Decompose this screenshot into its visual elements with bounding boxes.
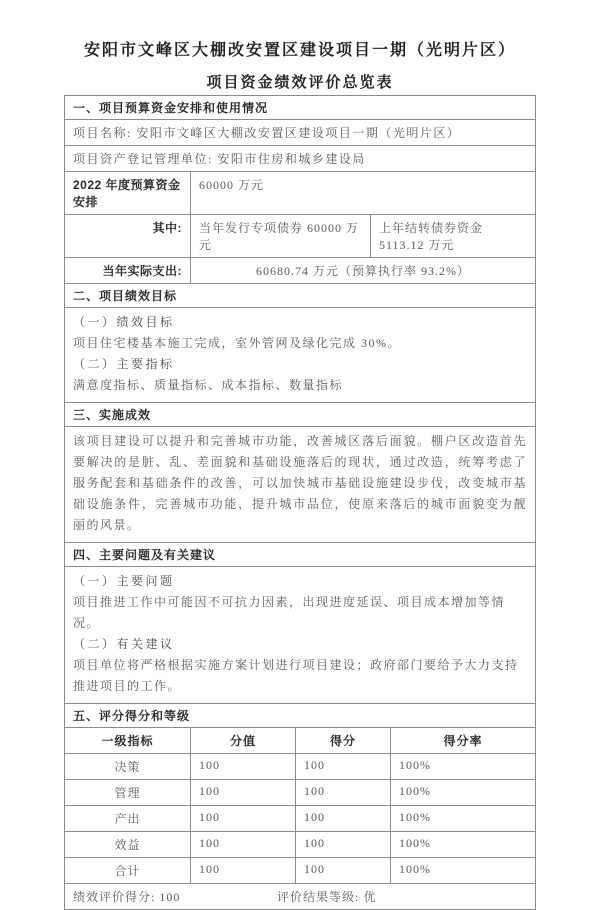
section1-header: 一、项目预算资金安排和使用情况 (65, 96, 535, 120)
problems-subtitle: （一）主要问题 (73, 574, 175, 588)
full-score-value: 100 (191, 806, 296, 831)
section3-header: 三、实施成效 (65, 403, 535, 427)
score-row-benefit (65, 832, 535, 858)
indicator-name: 管理 (65, 780, 191, 805)
actual-expense-label: 当年实际支出: (65, 258, 191, 283)
page-subtitle: 项目资金绩效评价总览表 (206, 74, 394, 91)
actual-expense-value: 60680.74 万元（预算执行率 93.2%） (256, 264, 470, 278)
score-row-decision (65, 754, 535, 780)
budget-label: 2022 年度预算资金安排 (65, 172, 191, 214)
score-table-header-row (65, 728, 535, 754)
section2-header: 二、项目绩效目标 (65, 284, 535, 308)
register-unit-row: 项目资产登记管理单位: 安阳市住房和城乡建设局 (65, 146, 535, 172)
score-footer-row (65, 884, 535, 909)
budget-value: 60000 万元 (199, 178, 265, 192)
score-row-total (65, 858, 535, 884)
actual-expense-row (65, 258, 535, 284)
indicator-name: 效益 (65, 832, 191, 857)
suggestions-text: 项目单位将严格根据实施方案计划进行项目建设；政府部门要给予大力支持推进项目的工作。 (73, 658, 519, 693)
score-value: 100 (296, 754, 391, 779)
including-label: 其中: (65, 215, 191, 257)
indicators-text: 满意度指标、质量指标、成本指标、数量指标 (73, 378, 344, 392)
problems-text: 项目推进工作中可能因不可抗力因素，出现进度延误、项目成本增加等情况。 (73, 595, 506, 630)
section4-content (65, 567, 535, 704)
section2-content (65, 308, 535, 403)
goal-subtitle: （一）绩效目标 (73, 315, 175, 329)
full-score-value: 100 (191, 858, 296, 883)
rate-value: 100% (399, 758, 431, 772)
score-row-management (65, 780, 535, 806)
score-row-output (65, 806, 535, 832)
including-row (65, 215, 535, 258)
score-value: 100 (296, 780, 391, 805)
col-header-rate: 得分率 (443, 734, 483, 748)
section3-content (65, 427, 535, 543)
full-score-value: 100 (191, 780, 296, 805)
summary-table (64, 95, 536, 910)
full-score-value: 100 (191, 754, 296, 779)
col-header-full-score: 分值 (191, 728, 296, 753)
full-score-value: 100 (191, 832, 296, 857)
indicators-subtitle: （二）主要指标 (73, 357, 175, 371)
col-header-score: 得分 (296, 728, 391, 753)
final-grade: 评价结果等级: 优 (277, 890, 377, 904)
rate-value: 100% (399, 784, 431, 798)
section5-header: 五、评分得分和等级 (65, 704, 535, 728)
score-value: 100 (296, 832, 391, 857)
suggestions-subtitle: （二）有关建议 (73, 637, 175, 651)
rate-value: 100% (399, 810, 431, 824)
carryover-value: 上年结转债券资金 5113.12 万元 (379, 221, 484, 252)
indicator-name: 决策 (65, 754, 191, 779)
bond-issued-value: 当年发行专项债券 60000 万元 (191, 215, 371, 257)
score-value: 100 (296, 858, 391, 883)
page-title: 安阳市文峰区大棚改安置区建设项目一期（光明片区） (83, 42, 516, 59)
goal-text: 项目住宅楼基本施工完成，室外管网及绿化完成 30%。 (73, 336, 401, 350)
final-score: 绩效评价得分: 100 (73, 890, 181, 904)
rate-value: 100% (399, 862, 431, 876)
rate-value: 100% (399, 836, 431, 850)
indicator-name: 合计 (65, 858, 191, 883)
budget-row (65, 172, 535, 215)
implementation-effect-text: 该项目建设可以提升和完善城市功能，改善城区落后面貌。棚户区改造首先要解决的是脏、乱、差面貌和基础设施落后的现状，通过改造，统筹考虑了服务配套和基础条件的改善，可以加快城市基础设施建设步伐，改变城市基础设施条件，完善城市功能，提升城市品位，使原来落后的城市面貌变为靓丽的风景。 (73, 434, 527, 532)
score-value: 100 (296, 806, 391, 831)
indicator-name: 产出 (65, 806, 191, 831)
col-header-indicator: 一级指标 (65, 728, 191, 753)
section4-header: 四、主要问题及有关建议 (65, 543, 535, 567)
project-name-row: 项目名称: 安阳市文峰区大棚改安置区建设项目一期（光明片区） (65, 120, 535, 146)
